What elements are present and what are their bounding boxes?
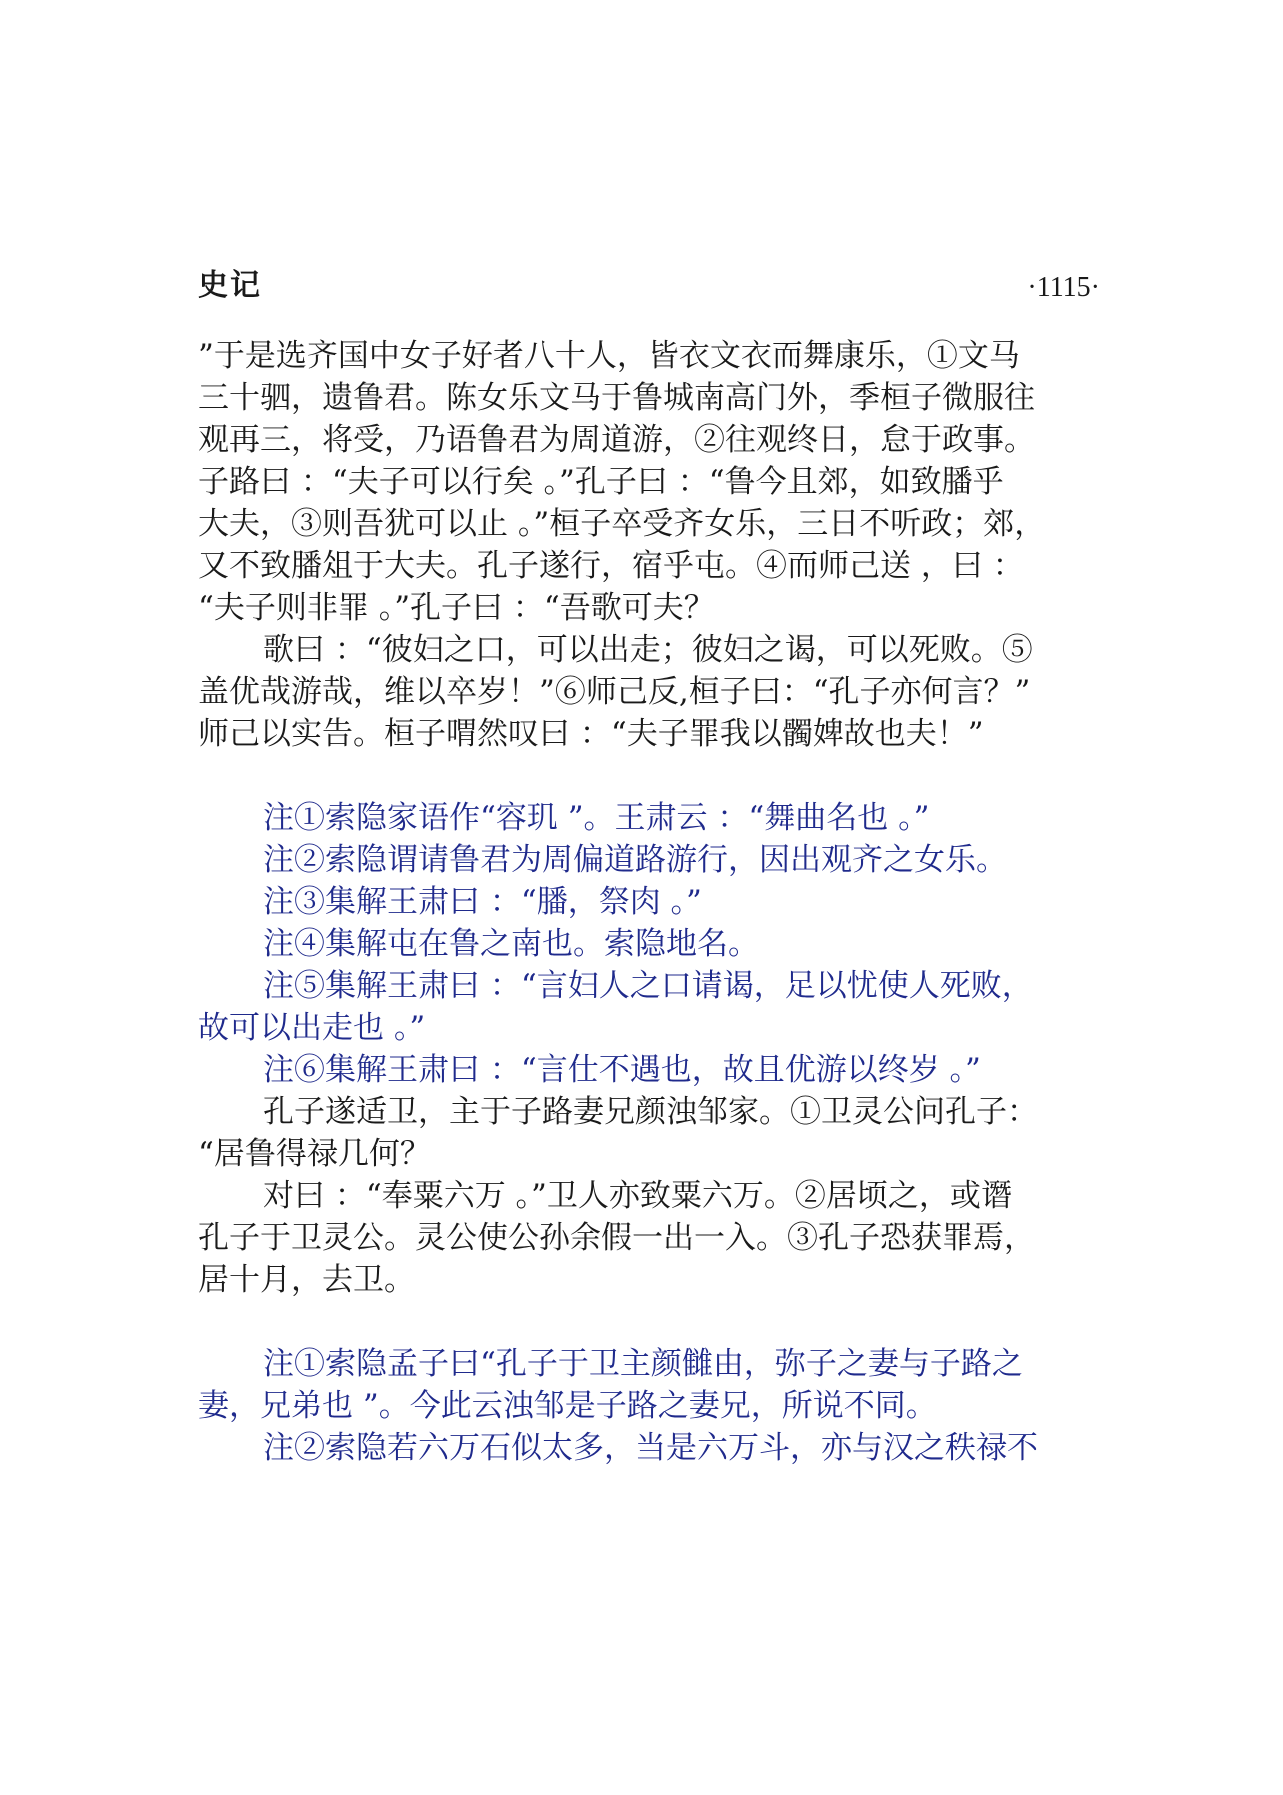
footnote-line: 注③集解王肃曰 ：“膰，祭肉 。”	[263, 884, 702, 920]
footnote-line: 注②索隐谓请鲁君为周偏道路游行，因出观齐之女乐。	[263, 842, 1007, 878]
footnote-line: 妻，兄弟也 ”。今此云浊邹是子路之妻兄，所说不同。	[198, 1388, 937, 1424]
footnote-line: 故可以出走也 。”	[198, 1010, 426, 1046]
footnote-line: 注⑤集解王肃曰 ：“言妇人之口请谒，足以忧使人死败，	[263, 968, 1033, 1004]
page-number: ·1115·	[1027, 272, 1100, 303]
body-line: 对曰 ：“奉粟六万 。”卫人亦致粟六万。②居顷之，或谮	[263, 1178, 1012, 1214]
body-line: 盖优哉游哉，维以卒岁！”⑥师己反,桓子曰：“孔子亦何言？”	[198, 674, 1031, 710]
body-line: 歌曰 ：“彼妇之口，可以出走；彼妇之谒，可以死败。⑤	[263, 632, 1033, 668]
running-header-title: 史记	[198, 268, 262, 303]
footnote-line: 注②索隐若六万石似太多，当是六万斗，亦与汉之秩禄不	[263, 1430, 1038, 1466]
body-line: 观再三，将受，乃语鲁君为周道游，②往观终日，怠于政事。	[198, 422, 1035, 458]
body-line: 大夫，③则吾犹可以止 。”桓子卒受齐女乐，三日不听政；郊，	[198, 506, 1046, 542]
footnote-line: 注⑥集解王肃曰 ：“言仕不遇也，故且优游以终岁 。”	[263, 1052, 981, 1088]
body-line: 又不致膰俎于大夫。孔子遂行，宿乎屯。④而师己送 ，曰 ：	[198, 548, 1024, 584]
body-line: 三十驷，遗鲁君。陈女乐文马于鲁城南高门外，季桓子微服往	[198, 380, 1035, 416]
body-line: ”于是选齐国中女子好者八十人，皆衣文衣而舞康乐，①文马	[198, 338, 1020, 374]
body-line: 居十月，去卫。	[198, 1262, 415, 1298]
footnote-line: 注①索隐孟子曰“孔子于卫主颜雠由，弥子之妻与子路之	[263, 1346, 1023, 1382]
footnote-line: 注④集解屯在鲁之南也。索隐地名。	[263, 926, 759, 962]
footnote-line: 注①索隐家语作“容玑 ”。王肃云 ：“舞曲名也 。”	[263, 800, 930, 836]
body-line: 孔子于卫灵公。灵公使公孙余假一出一入。③孔子恐获罪焉，	[198, 1220, 1035, 1256]
body-line: 孔子遂适卫，主于子路妻兄颜浊邹家。①卫灵公问孔子：	[263, 1094, 1038, 1130]
body-line: “夫子则非罪 。”孔子曰 ：“吾歌可夫？	[198, 590, 715, 626]
body-line: 师己以实告。桓子喟然叹曰 ：“夫子罪我以髑婢故也夫！”	[198, 716, 984, 752]
body-line: 子路曰 ：“夫子可以行矣 。”孔子曰 ：“鲁今且郊，如致膰乎	[198, 464, 1004, 500]
body-line: “居鲁得禄几何？	[198, 1136, 431, 1172]
